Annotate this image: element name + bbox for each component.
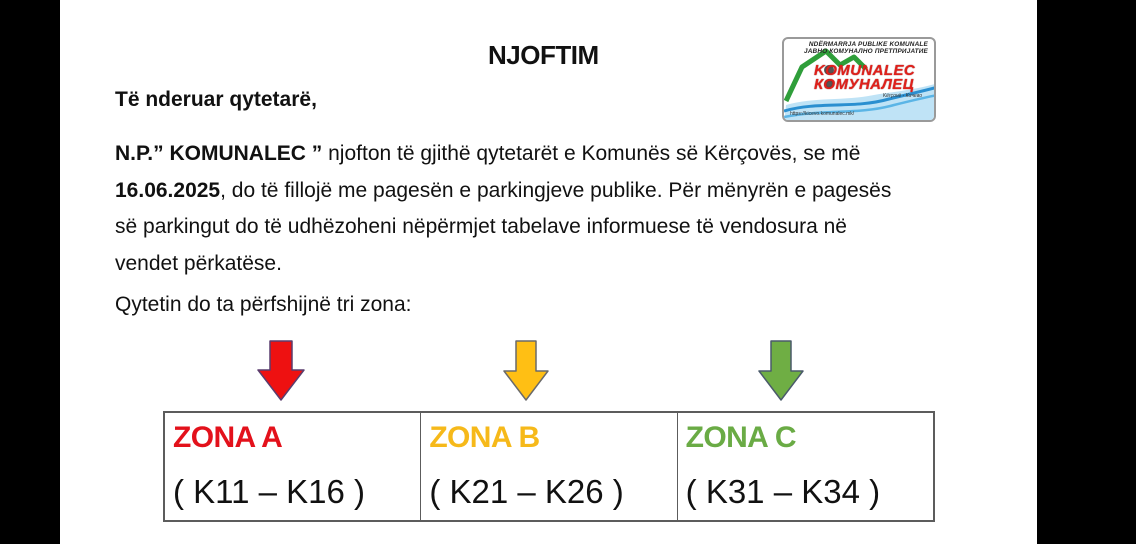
document-page (60, 0, 1037, 544)
logo-url: https://kicevo.komunalec.mk/ (790, 111, 855, 117)
zone-name: ZONA C (685, 421, 796, 454)
paragraph-line-4: vendet përkatëse. (115, 251, 282, 275)
line2-text: , do të fillojë me pagesën e parkingjeve publike. Për mënyrën e pagesës (220, 178, 892, 202)
line1-text: njofton të gjithë qytetarët e Komunës së Kërçovës, se më (322, 142, 861, 165)
zone-range: ( K11 – K16 ) (173, 473, 365, 510)
zone-range: ( K21 – K26 ) (429, 473, 624, 510)
zones-table (163, 411, 935, 522)
zone-cell-a (165, 413, 420, 520)
arrow-down-icon-zone-a (256, 340, 306, 402)
logo-top-line-2: ЈАВНО КОМУНАЛНО ПРЕТПРИЈАТИЕ (803, 48, 928, 55)
zone-name: ZONA B (429, 421, 540, 454)
komunalec-logo (782, 37, 936, 122)
start-date: 16.06.2025 (115, 178, 221, 202)
logo-top-line-1: NDËRMARRJA PUBLIKE KOMUNALE (808, 41, 928, 48)
arrow-down-icon-zone-b (503, 340, 549, 402)
arrow-down-icon-zone-c (758, 340, 804, 402)
paragraph-line-2 (115, 173, 891, 210)
zone-name: ZONA A (173, 421, 283, 454)
notice-paragraph (115, 136, 891, 282)
org-name: N.P.” KOMUNALEC ” (115, 142, 323, 165)
page-title: NJOFTIM (488, 40, 599, 70)
logo-name-latin: KOMUNALEC (814, 62, 916, 79)
zone-cell-c (677, 413, 933, 520)
paragraph-line-3: së parkingut do të udhëzoheni nëpërmjet tabelave informuese të vendosura në (115, 215, 847, 238)
zone-range: ( K31 – K34 ) (685, 473, 881, 510)
logo-name-cyrillic: КОМУНАЛЕЦ (814, 76, 915, 93)
zones-intro: Qytetin do ta përfshijnë tri zona: (115, 293, 412, 316)
logo-city: Kërçovë - Кичево (882, 93, 922, 99)
paragraph-line-1 (115, 136, 891, 173)
greeting: Të nderuar qytetarë, (115, 88, 317, 111)
zone-cell-b (420, 413, 676, 520)
